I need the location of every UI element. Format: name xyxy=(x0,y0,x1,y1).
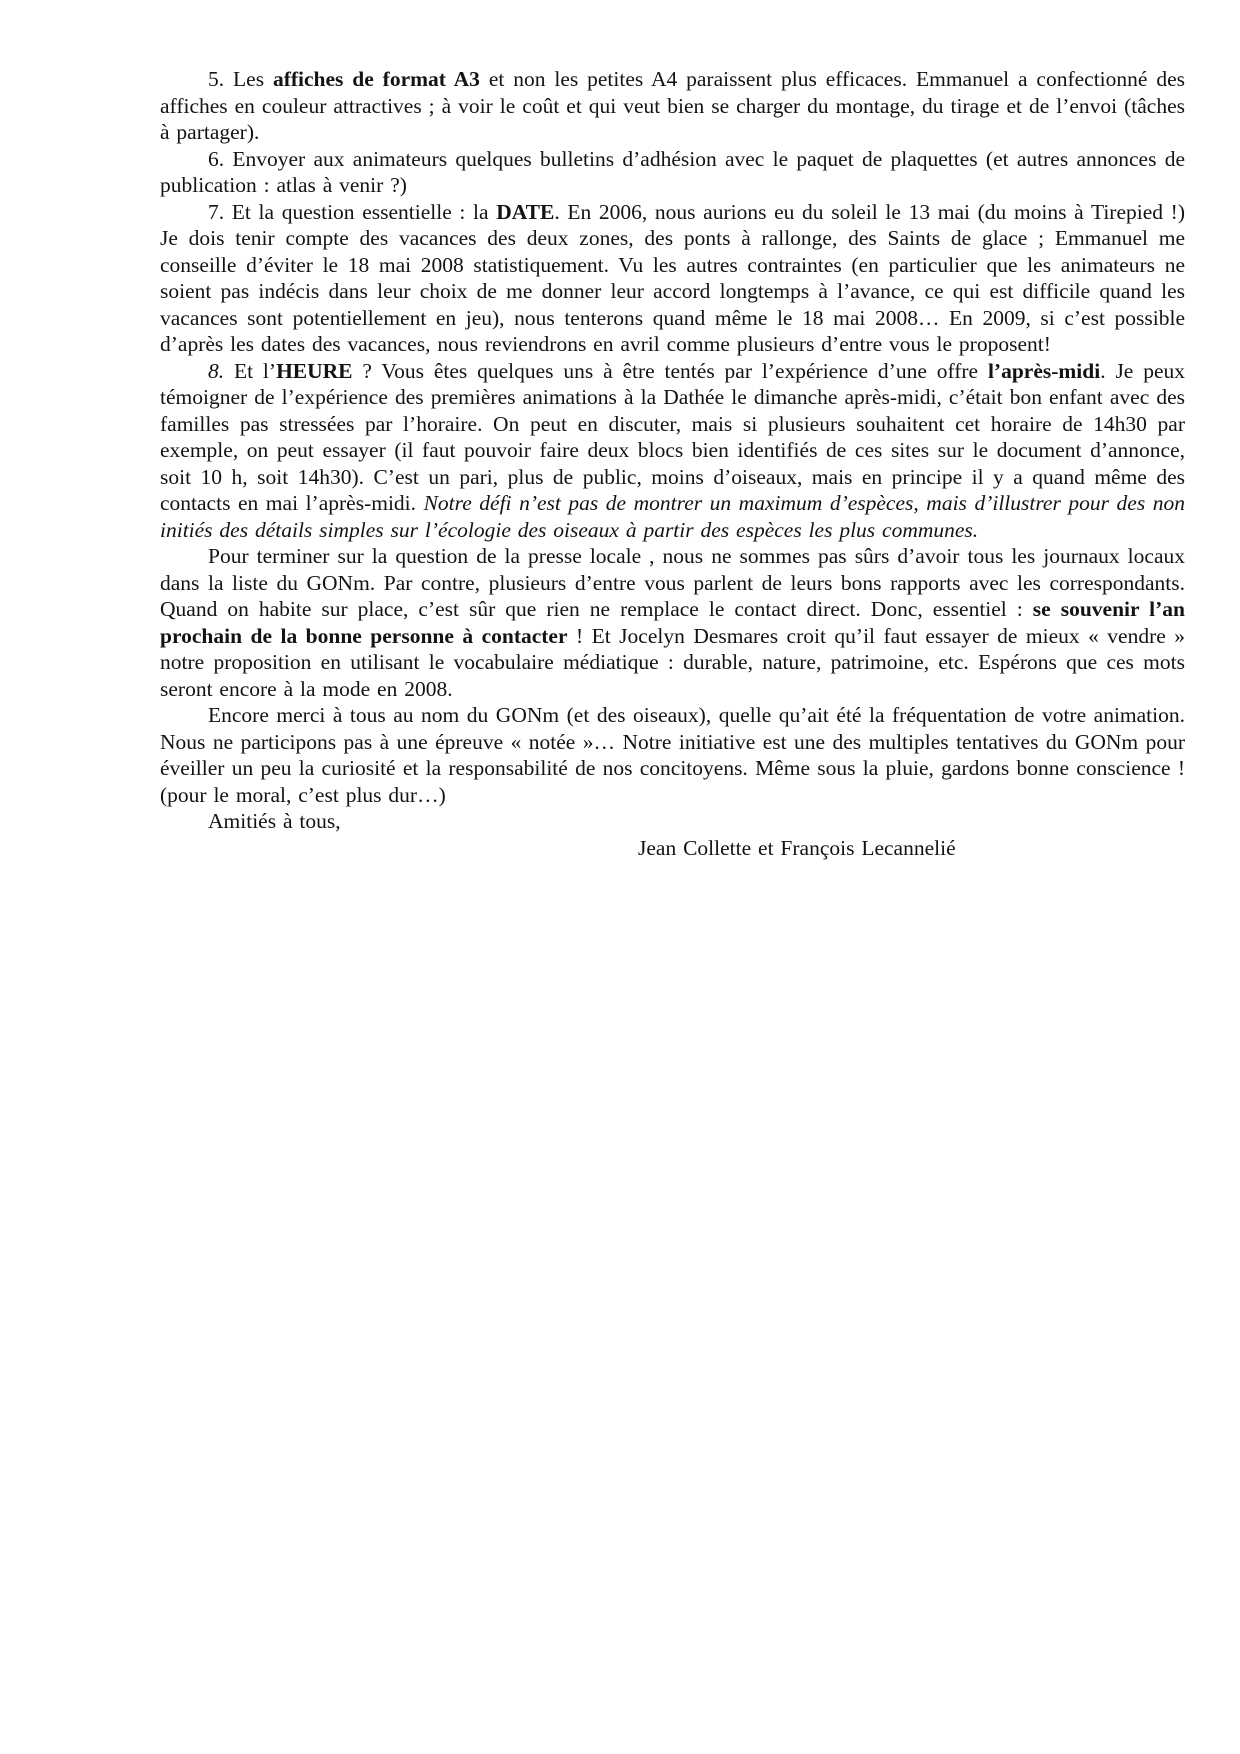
text-run: 6. Envoyer aux animateurs quelques bulletins d’adhésion avec le paquet de plaquettes (et autres annonces de publication : atlas à venir ?) xyxy=(160,146,1185,197)
text-run: Et l’ xyxy=(224,358,277,383)
text-run: ! Et Jocelyn Desmares croit qu’il faut essayer de mieux « vendre » notre proposition en utilisant le vocabulaire médiatique : durable, nature, patrimoine, etc. Espérons que ces mots seront encore à la mode en 2008. xyxy=(160,623,1185,701)
text-run-italic: Notre défi n’est pas de montrer un maximum d’espèces, mais d’illustrer pour des non initiés des détails simples sur l’écologie des oiseaux à partir des espèces les plus communes. xyxy=(160,491,1185,542)
text-run-italic: 8. xyxy=(208,358,225,383)
paragraph-item-5 xyxy=(160,66,1185,146)
text-run: et non les petites A4 paraissent plus efficaces. Emmanuel a confectionné des affiches en couleur attractives ; à voir le coût et qui veut bien se charger du montage, du tirage et de l’envoi (tâches à partager). xyxy=(160,67,1185,144)
text-run-bold: affiches de format A3 xyxy=(272,67,480,91)
text-run: 7. Et la question essentielle : la xyxy=(208,199,497,224)
text-run: Amitiés à tous, xyxy=(208,809,341,833)
paragraph-item-7 xyxy=(160,199,1185,358)
signature-line xyxy=(160,835,1185,862)
text-run-bold: DATE xyxy=(496,199,555,224)
paragraph-presse-locale xyxy=(160,543,1185,702)
text-run: . Je peux témoigner de l’expérience des premières animations à la Dathée le dimanche après-midi, c’était bon enfant avec des familles pas stressées par l’horaire. On peut en discuter, mais si plusieurs souhaitent cet horaire de 14h30 par exemple, on peut essayer (il faut pouvoir faire deux blocs bien identifiés de ces sites sur le document d’annonce, soit 10 h, soit 14h30). C’est un pari, plus de public, moins d’oiseaux, mais en principe il y a quand même des contacts en mai l’après-midi. xyxy=(160,358,1185,515)
text-run: Pour terminer sur la question de la presse locale , nous ne sommes pas sûrs d’avoir tous les journaux locaux dans la liste du GONm. Par contre, plusieurs d’entre vous parlent de leurs bons rapports avec les correspondants. Quand on habite sur place, c’est sûr que rien ne remplace le contact direct. Donc, essentiel : xyxy=(160,544,1185,621)
closing-line xyxy=(160,808,1185,835)
text-run-bold: l’après-midi xyxy=(987,358,1101,383)
text-run: ? Vous êtes quelques uns à être tentés par l’expérience d’une offre xyxy=(352,358,988,383)
text-run: Encore merci à tous au nom du GONm (et des oiseaux), quelle qu’ait été la fréquentation de votre animation. Nous ne participons pas à une épreuve « notée »… Notre initiative est une des multiples tentatives du GONm pour éveiller un peu la curiosité et la responsabilité de nos concitoyens. Même sous la pluie, gardons bonne conscience ! (pour le moral, c’est plus dur…) xyxy=(160,703,1185,807)
text-run: Jean Collette et François Lecannelié xyxy=(638,835,956,860)
text-run: . En 2006, nous aurions eu du soleil le 13 mai (du moins à Tirepied !) Je dois tenir compte des vacances des deux zones, des ponts à rallonge, des Saints de glace ; Emmanuel me conseille d’éviter le 18 mai 2008 statistiquement. Vu les autres contraintes (en particulier que les animateurs ne soient pas indécis dans leur choix de me donner leur accord longtemps à l’avance, ce qui est difficile quand les vacances sont potentiellement en jeu), nous tenterons quand même le 18 mai 2008… En 2009, si c’est possible d’après les dates des vacances, nous reviendrons en avril comme plusieurs d’entre vous le proposent! xyxy=(160,199,1185,356)
text-run-bold: se souvenir l’an prochain de la bonne personne à contacter xyxy=(160,597,1186,648)
paragraph-item-8 xyxy=(160,358,1185,544)
paragraph-remerciements xyxy=(160,702,1185,808)
text-run-bold: HEURE xyxy=(276,358,353,383)
text-run: 5. Les xyxy=(208,67,273,91)
paragraph-item-6 xyxy=(160,146,1185,199)
